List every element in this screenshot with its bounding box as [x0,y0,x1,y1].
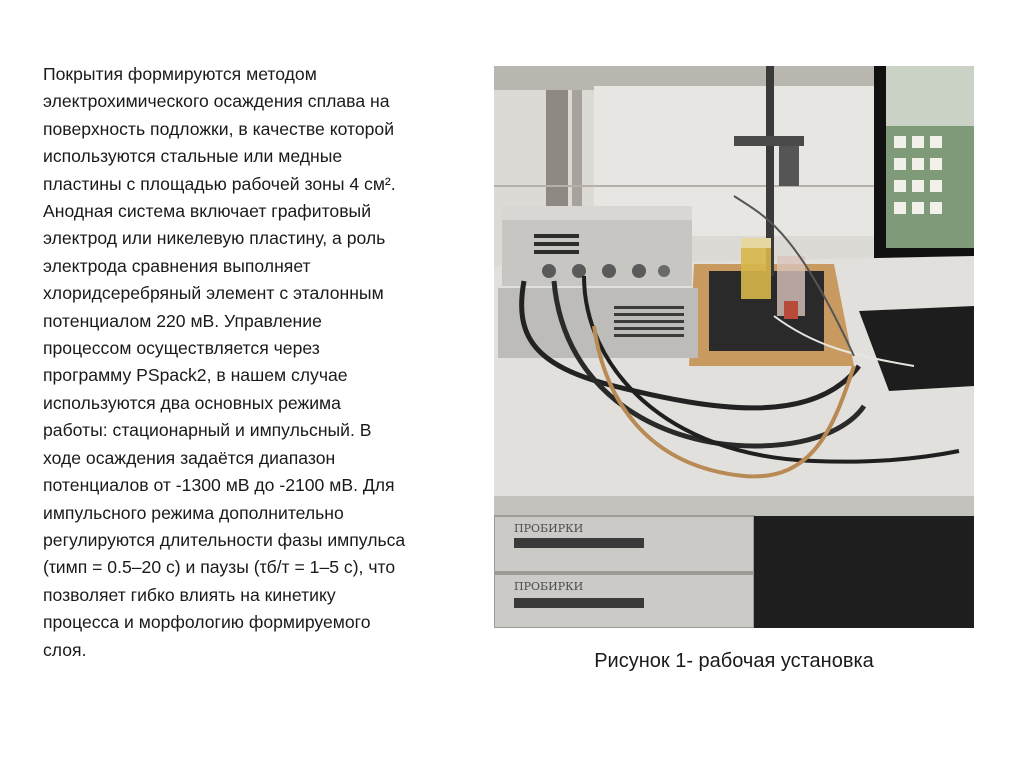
body-text: Покрытия формируются методом электрохимического осаждения сплава на поверхность подложки, в качестве которой используются стальные или медные пластины с площадью рабочей зоны 4 см². Анодная система включает графитовый электрод или никелевую пластину, а роль электрода сравнения выполняет хлоридсеребряный элемент с эталонным потенциалом 220 мВ. Управление процессом осуществляется через программу PSpack2, в нашем случае используются два основных режима работы: стационарный и импульсный. В ходе осаждения задаётся диапазон потенциалов от -1300 мВ до -2100 мВ. Для импульсного режима дополнительно регулируются длительности фазы импульса (τимп = 0.5–20 с) и паузы (τб/т = 1–5 с), что позволяет гибко влиять на кинетику процесса и морфологию формируемого слоя. [43,64,406,660]
drawer-label-bottom: ПРОБИРКИ [514,580,584,593]
figure-caption: Рисунок 1- рабочая установка [594,650,874,672]
drawer-label-top: ПРОБИРКИ [514,522,584,535]
setup-photo [494,66,974,628]
